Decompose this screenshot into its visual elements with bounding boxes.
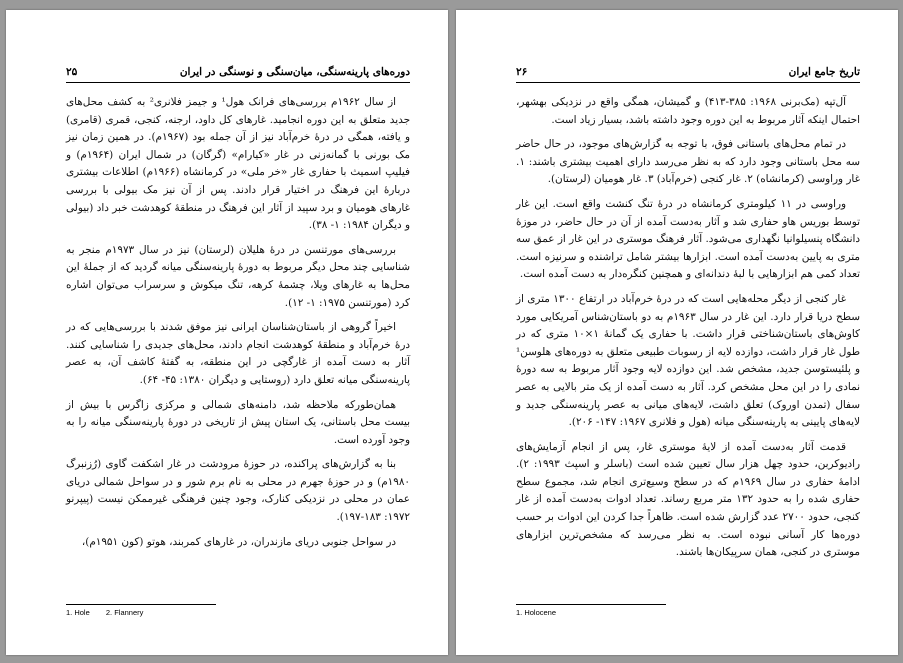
paragraph: بنا به گزارش‌های پراکنده، در حوزهٔ مرودشت در غار اشکفت گاوی (رُزنبرگ ۱۹۸۰م) و در حوزهٔ جهرم در محلی به نام برم شور و در سواحل شمالی دریای عمان در محلی در نزدیکی کنارک، وجود چنین فرهنگی غیرممکن نیست (پیپرنو ۱۹۷۲: ۱۸۳-۱۹۷). — [66, 458, 410, 524]
running-title: دوره‌های پارینه‌سنگی، میان‌سنگی و نوسنگی در ایران — [179, 66, 410, 78]
page-number: ۲۶ — [516, 66, 528, 78]
right-page-header — [516, 66, 860, 83]
footnote: 1. Holocene — [516, 608, 557, 617]
footnote: 2. Flannery — [105, 608, 144, 617]
right-page — [456, 10, 898, 655]
paragraph: بررسی‌های مورتنسن در درهٔ هلیلان (لرستان) نیز در سال ۱۹۷۳م منجر به شناسایی چند محل دیگر مربوط به دورهٔ پارینه‌سنگی میانه گردید که از جملهٔ این محل‌ها به غارهای ویلا، چشمهٔ کرهه، تنگ میکوش و سرسراب می‌توان اشاره کرد (مورتنسن ۱۹۷۵: ۱- ۱۲). — [66, 243, 410, 309]
paragraph: در تمام محل‌های باستانی فوق، با توجه به گزارش‌های موجود، در حال حاضر سه محل باستانی وجود دارد که به نظر می‌رسد دارای اهمیت بیشتری باشند: ۱. غار وراوسی (کرمانشاه) ۲. غار کنجی (خرم‌آباد) ۳. غار هومیان (لرستان). — [516, 138, 860, 186]
running-title: تاریخ جامع ایران — [788, 66, 860, 78]
page-number: ۲۵ — [66, 66, 78, 78]
paragraph: همان‌طورکه ملاحظه شد، دامنه‌های شمالی و مرکزی زاگرس با بیش از بیست محل باستانی، یک استان پیش از تاریخی در دورهٔ پارینه‌سنگی میانه را به وجود آورده است. — [66, 398, 410, 446]
paragraph: قدمت آثار به‌دست آمده از لایهٔ موستری غار، پس از انجام آزمایش‌های رادیوکربن، حدود چهل هزار سال تعیین شده است (باسلر و اسپث ۱۹۹۳: ۲). ادامهٔ حفاری در سال ۱۹۶۹م که در سطح وسیع‌تری انجام شد، مجموع سطح حفاری شده را به حدود ۱۳۲ متر مربع رساند. تعداد ادوات به‌دست آمده از غار کنجی، حدود ۲۷۰۰ عدد گزارش شده است. ظاهراً جدا کردن این ادوات بر حسب دوره‌ها کار آسانی نبوده است. به نظر می‌رسد که مشخص‌ترین ابزارهای موستری در کنجی، همان سرپیکان‌ها باشند. — [516, 440, 860, 559]
paragraph: آل‌تپه (مک‌برنی ۱۹۶۸: ۳۸۵-۴۱۳) و گمیشان، همگی واقع در نزدیکی بهشهر، احتمال اینکه آثار مربوط به این دوره وجود داشته باشد، بسیار زیاد است. — [516, 96, 860, 126]
paragraph: غار کنجی از دیگر محله‌هایی است که در درهٔ خرم‌آباد در ارتفاع ۱۳۰۰ متری از سطح دریا قرار دارد. این غار در سال ۱۹۶۳م به دو باستان‌شناس آمریکایی مورد کاوش‌های باستان‌شناختی قرار داشت. با حفاری یک گمانهٔ ۱×۱۰ متری که در طول غار قرار داشت، دوازده لایه از رسوبات طبیعی متعلق به دوره‌های هلوسن¹ و پلئیستوسن جدید، مشخص شد. این دوازده لایه وجود آثار مربوط به سه دورهٔ نمادی را در این محل مشخص کرد. آثار به دست آمده از یک متر بالایی به عصر سفال (تمدن اوروک) تعلق داشت، لایه‌های میانی به عصر پارینه‌سنگی جدید و لایه‌های پایینی به پارینه‌سنگی میانه (هول و فلانری ۱۹۶۷: ۱۴۷- ۲۰۶). — [516, 292, 860, 429]
footnotes — [66, 608, 157, 617]
paragraph: اخیراً گروهی از باستان‌شناسان ایرانی نیز موفق شدند با بررسی‌هایی که در درهٔ خرم‌آباد و منطقهٔ کوهدشت انجام دادند، محل‌های جدیدی را شناسایی کنند. آثار به دست آمده از غارگچی در این منطقه، به گفتهٔ کاشف آن، به عصر پارینه‌سنگی میانه تعلق دارد (روستایی و دیگران ۱۳۸۰: ۴۵- ۶۴). — [66, 321, 410, 386]
paragraph: در سواحل جنوبی دریای مازندران، در غارهای کمربند، هوتو (کون ۱۹۵۱م)، — [81, 535, 396, 548]
footnote-divider — [516, 604, 666, 605]
left-page-body — [66, 94, 410, 558]
paragraph: وراوسی در ۱۱ کیلومتری کرمانشاه در درهٔ تنگ کنشت واقع است. این غار توسط بوریس هاو حفاری شد و آثار به‌دست آمده از آن در حال حاضر، در موزهٔ دانشگاه پنسیلوانیا نگهداری می‌شود. آثار فرهنگ موستری در این غار از عمق سه متری به پایین به‌دست آمده است. ابزارها بیشتر شامل تراشنده و سرنیزه است. تعداد کمی هم ابزارهایی با لبهٔ دندانه‌ای و همچنین کنگره‌دار به دست آمده است. — [516, 197, 860, 281]
right-page-body — [516, 94, 860, 569]
left-page — [6, 10, 448, 655]
footnotes — [516, 608, 570, 617]
footnote-divider — [66, 604, 216, 605]
paragraph: از سال ۱۹۶۲م بررسی‌های فرانک هول¹ و جیمز فلانری² به کشف محل‌های جدید متعلق به این دوره انجامید. غارهای کل داود، ارجنه، کنجی، قمری (قامری) و یافته، همگی در درهٔ خرم‌آباد نیز از آن جمله بود (۱۹۶۷م). در همین زمان نیز مک بورنی با گمانه‌زنی در غار «کیارام» (گرگان) در شمال ایران (۱۹۶۴م) و فیلیپ اسمیث با حفاری غار «خر ملی» در کرمانشاه (۱۹۶۶م) اطلاعات بیشتری دربارهٔ این فرهنگ در اختیار قرار دادند. پس از آن نیز مک بیولی با بررسی غارهای هومیان و برد سپید از آثار این فرهنگ در منطقهٔ کوهدشت خبر داد (بیولی و دیگران ۱۹۸۴: ۱- ۳۸). — [66, 96, 410, 232]
left-page-header — [66, 66, 410, 83]
footnote: 1. Hole — [66, 608, 90, 617]
